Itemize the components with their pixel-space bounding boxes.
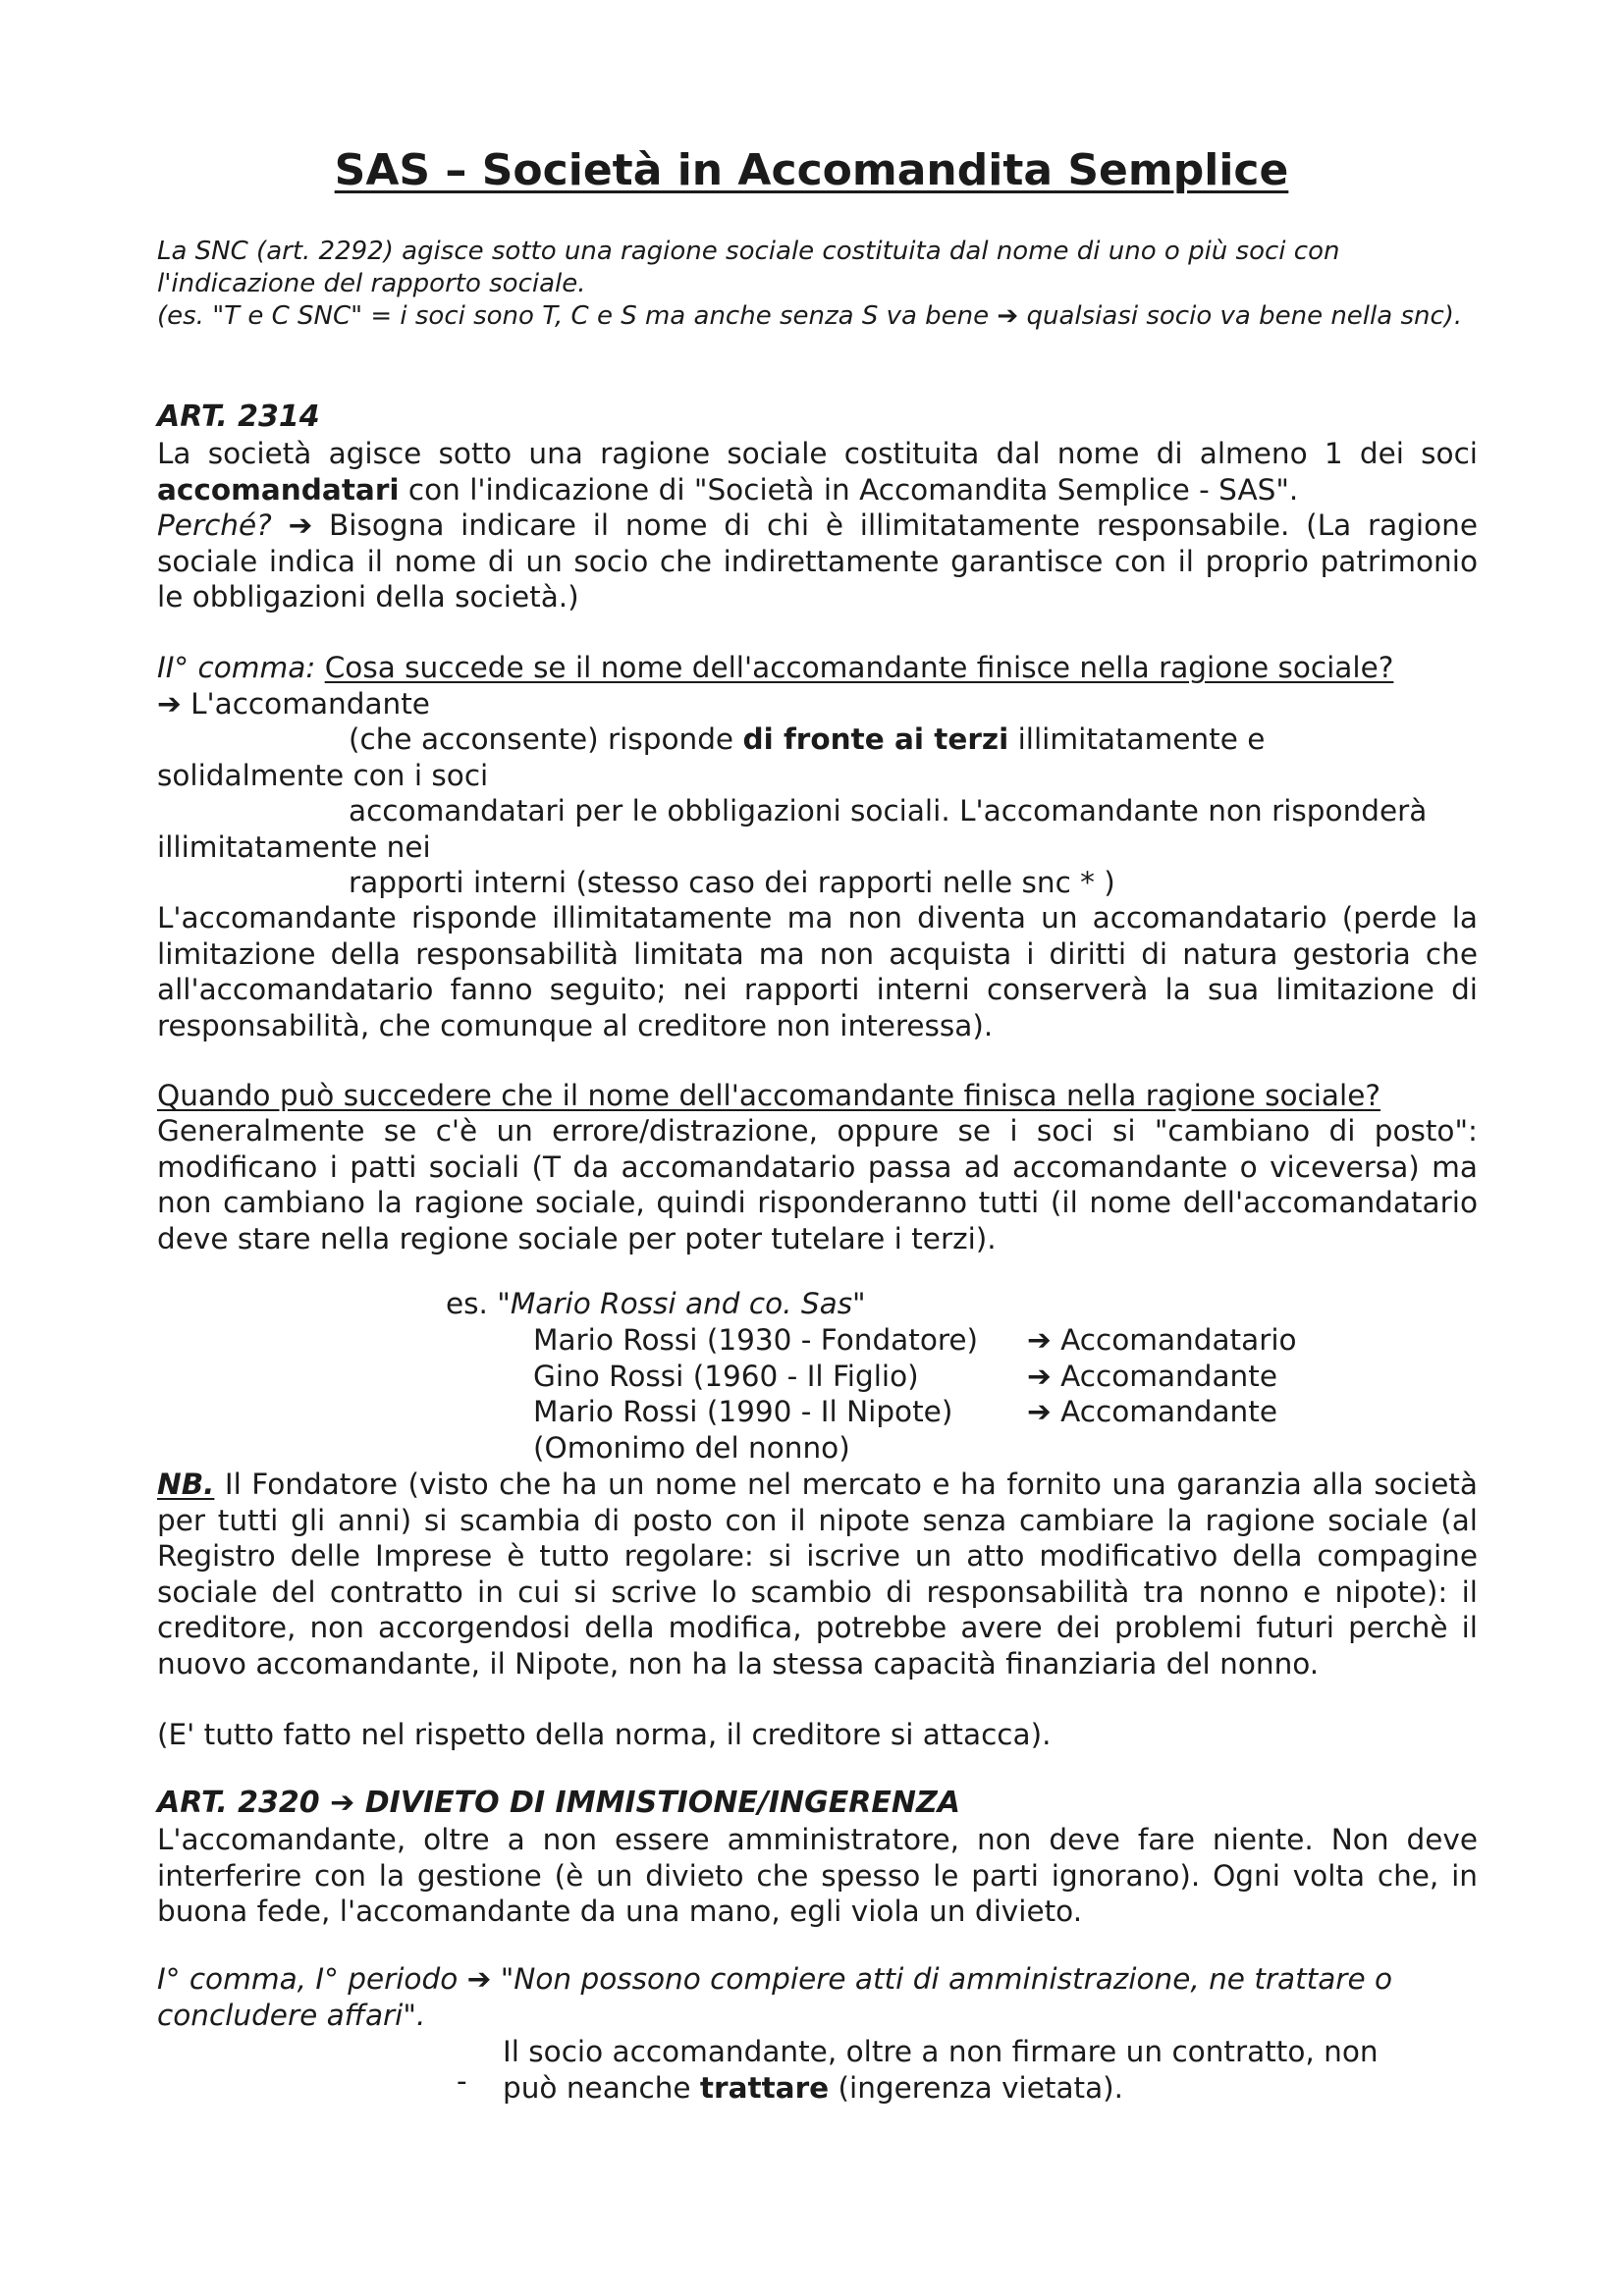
comma-2-line-2a: (che acconsente) risponde: [349, 722, 743, 756]
when-paragraph: Generalmente se c'è un errore/distrazione, oppure se i soci si "cambiano di posto": modificano i patti sociali (T da accomandatario passa ad accomandante o viceversa) ma non cambiano la ragione sociale, quindi risponderanno tutti (il nome dell'accomandatario deve stare nella regione sociale per poter tutelare i terzi).: [157, 1114, 1478, 1255]
intro-line-2b: qualsiasi socio va bene nella snc).: [1018, 301, 1463, 331]
comma-2-line-5: illimitatamente nei: [157, 830, 431, 864]
comma-2-line-2c: illimitatamente e: [1008, 722, 1266, 756]
example-person-1: Mario Rossi (1930 - Fondatore): [533, 1322, 979, 1357]
example-role-1: ➔ Accomandatario: [1027, 1322, 1297, 1357]
nb-closing: (E' tutto fatto nel rispetto della norma, il creditore si attacca).: [157, 1718, 1052, 1751]
intro-line-1: La SNC (art. 2292) agisce sotto una ragione sociale costituita dal nome di uno o più soci con l'indicazione del rapporto sociale.: [157, 237, 1340, 298]
bullet-text-a: Il socio accomandante, oltre a non firmare un contratto, non può neanche: [503, 2035, 1379, 2105]
art-2320-comma-label: I° comma, I° periodo: [157, 1962, 467, 1996]
example-role-2: ➔ Accomandante: [1027, 1359, 1277, 1393]
example-note: (Omonimo del nonno): [533, 1430, 850, 1465]
art-2314-heading: ART. 2314: [157, 400, 320, 434]
comma-2-paragraph: L'accomandante risponde illimitatamente ma non diventa un accomandatario (perde la limitazione della responsabilità limitata ma non acquista i diritti di natura gestoria che all'accomandatario fanno seguito; nei rapporti interni conserverà la sua limitazione di responsabilità, che comunque al creditore non interessa).: [157, 901, 1478, 1042]
example-person-2: Gino Rossi (1960 - Il Figlio): [533, 1359, 919, 1393]
intro-paragraph: [157, 236, 1478, 333]
nb-label: NB.: [157, 1468, 215, 1501]
art-2314-explanation: ➔ Bisogna indicare il nome di chi è illimitatamente responsabile. (La ragione sociale indica il nome di un socio che indirettamente garantisce con il proprio patrimonio le obbligazioni della società.): [157, 508, 1478, 614]
nb-text: Il Fondatore (visto che ha un nome nel mercato e ha fornito una garanzia alla società per tutti gli anni) si scambia di posto con il nipote senza cambiare la ragione sociale (al Registro delle Imprese è tutto regolare: si iscrive un atto modificativo della compagine sociale del contratto in cui si scrive lo scambio di responsabilità tra nonno e nipote): il creditore, non accorgendosi della modifica, potrebbe avere dei problemi futuri perchè il nuovo accomandante, il Nipote, non ha la stessa capacità finanziaria del nonno.: [157, 1468, 1478, 1681]
bullet-text-c: (ingerenza vietata).: [829, 2070, 1124, 2105]
when-question: Quando può succedere che il nome dell'accomandante finisca nella ragione sociale?: [157, 1079, 1381, 1112]
bullet-bold-trattare: trattare: [699, 2070, 830, 2105]
art-2320-comma: [157, 1961, 1478, 2033]
art-2314-text-a: La società agisce sotto una ragione sociale costituita dal nome di almeno 1 dei soci: [157, 437, 1478, 470]
art-2320-heading: ART. 2320 ➔ DIVIETO DI IMMISTIONE/INGERENZA: [157, 1786, 960, 1820]
comma-2-bold-terzi: di fronte ai terzi: [742, 722, 1009, 756]
nb-paragraph: [157, 1467, 1478, 1682]
comma-2-line-4: accomandatari per le obbligazioni sociali. L'accomandante non risponderà: [349, 794, 1428, 828]
example-role-3: ➔ Accomandante: [1027, 1394, 1277, 1428]
page-title: SAS – Società in Accomandita Semplice: [334, 145, 1289, 195]
comma-2-question: Cosa succede se il nome dell'accomandante finisce nella ragione sociale?: [324, 651, 1394, 684]
art-2314-bold-accomandatari: accomandatari: [157, 472, 400, 507]
comma-2-question-line: [157, 650, 1478, 686]
arrow-icon: ➔: [997, 301, 1019, 331]
comma-2-line-2: [349, 721, 1478, 758]
example-line: [446, 1286, 866, 1322]
art-2314-perche: Perché?: [157, 508, 272, 542]
art-2320-quote: "Non possono compiere atti di amministrazione, ne trattare o concludere affari".: [157, 1962, 1393, 2032]
bullet-item: [503, 2034, 1435, 2106]
comma-2-line-3: solidalmente con i soci: [157, 759, 489, 792]
bullet-dash: -: [457, 2063, 467, 2098]
comma-2-line-1: ➔ L'accomandante: [157, 687, 430, 721]
art-2314-text-c: con l'indicazione di "Società in Accomandita Semplice - SAS".: [399, 472, 1299, 507]
art-2314-paragraph: [157, 436, 1478, 615]
comma-2-label: II° comma:: [157, 651, 316, 684]
arrow-icon: ➔: [466, 1962, 492, 1996]
intro-line-2a: (es. "T e C SNC" = i soci sono T, C e S ma anche senza S va bene: [157, 301, 998, 331]
example-company-name: "Mario Rossi and co. Sas": [497, 1286, 866, 1320]
art-2320-paragraph: L'accomandante, oltre a non essere amministratore, non deve fare niente. Non deve interferire con la gestione (è un divieto che spesso le parti ignorano). Ogni volta che, in buona fede, l'accomandante da una mano, egli viola un divieto.: [157, 1823, 1478, 1928]
example-prefix: es.: [446, 1286, 498, 1320]
comma-2-line-6: rapporti interni (stesso caso dei rapporti nelle snc * ): [349, 866, 1115, 899]
example-person-3: Mario Rossi (1990 - Il Nipote): [533, 1394, 953, 1428]
